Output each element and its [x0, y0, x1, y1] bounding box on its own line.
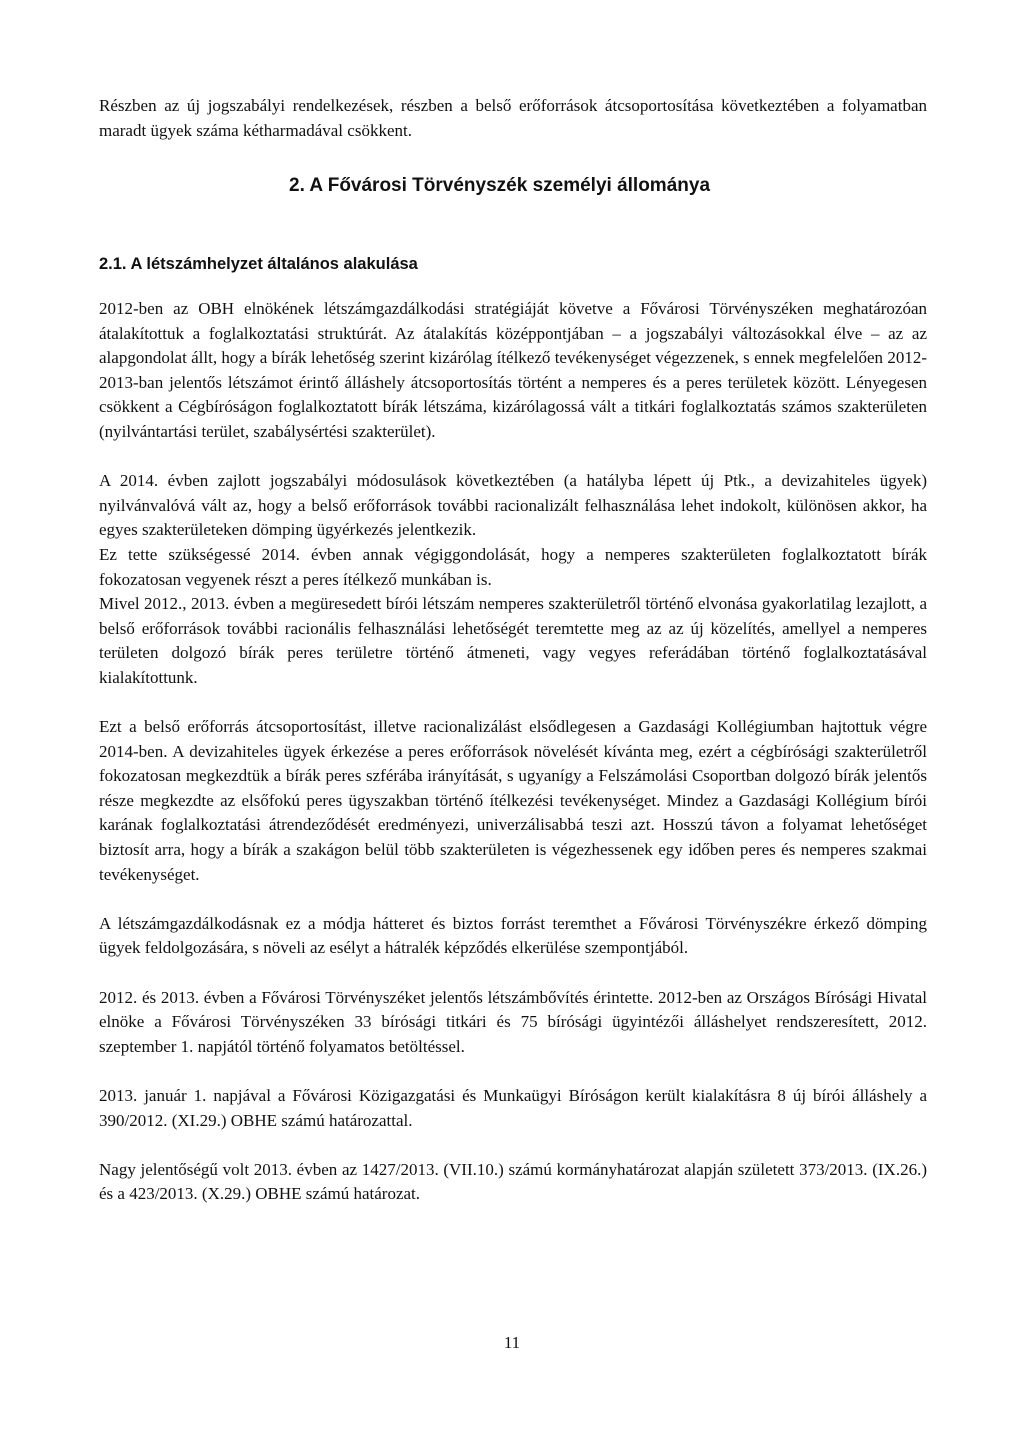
paragraph-4: Mivel 2012., 2013. évben a megüresedett bírói létszám nemperes szakterületről történő elvonása gyakorlatilag lezajlott, a belső erőforrások további racionális felhasználási lehetőségét teremtette meg az az új közelítés, amellyel a nemperes területen dolgozó bírák peres területre történő átmeneti, vagy vegyes referádában történő foglalkoztatásával kialakítottunk. [99, 594, 927, 687]
paragraph-9: Nagy jelentőségű volt 2013. évben az 1427/2013. (VII.10.) számú kormányhatározat alapján született 373/2013. (IX.26.) és a 423/2013. (X.29.) OBHE számú határozat. [99, 1159, 927, 1204]
paragraph-8: 2013. január 1. napjával a Fővárosi Közigazgatási és Munkaügyi Bíróságon került kialakításra 8 új bírói álláshely a 390/2012. (XI.29.) OBHE számú határozattal. [99, 1086, 927, 1130]
paragraph-2: A 2014. évben zajlott jogszabályi módosulások következtében (a hatályba lépett új Ptk., a devizahiteles ügyek) nyilvánvalóvá vált az, hogy a belső erőforrások további racionalizált felhasználása lehet indokolt, különösen akkor, ha egyes szakterületeken dömping ügyérkezés jelentkezik. [99, 471, 927, 540]
paragraph-7: 2012. és 2013. évben a Fővárosi Törvényszéket jelentős létszámbővítés érintette. 2012-ben az Országos Bírósági Hivatal elnöke a Fővárosi Törvényszéken 33 bírósági titkári és 75 bírósági ügyintézői álláshelyet rendszeresített, 2012. szeptember 1. napjától történő folyamatos betöltéssel. [99, 987, 927, 1056]
intro-paragraph: Részben az új jogszabályi rendelkezések, részben a belső erőforrások átcsoportosítása következtében a folyamatban maradt ügyek száma kétharmadával csökkent. [99, 96, 927, 140]
paragraph-3: Ez tette szükségessé 2014. évben annak végiggondolását, hogy a nemperes szakterületen foglalkoztatott bírák fokozatosan vegyenek részt a peres ítélkező munkában is. [99, 544, 927, 589]
paragraph-1: 2012-ben az OBH elnökének létszámgazdálkodási stratégiáját követve a Fővárosi Törvényszéken meghatározóan átalakítottuk a foglalkoztatási struktúrát. Az átalakítás középpontjában – a jogszabályi változásokkal élve – az az alapgondolat állt, hogy a bírák lehetőség szerint kizárólag ítélkező tevékenységet végezzenek, s ennek megfelelően 2012-2013-ban jelentős létszámot érintő álláshely átcsoportosítás történt a nemperes és a peres területek között. Lényegesen csökkent a Cégbíróságon foglalkoztatott bírák létszáma, kizárólagossá vált a titkári foglalkoztatás számos szakterületen (nyilvántartási terület, szabálysértési szakterület). [99, 299, 927, 441]
document-page [99, 94, 927, 1204]
paragraph-6: A létszámgazdálkodásnak ez a módja hátteret és biztos forrást teremthet a Fővárosi Törvényszékre érkező dömping ügyek feldolgozására, s növeli az esélyt a hátralék képződés elkerülése szempontjából. [99, 913, 927, 958]
body-text [99, 297, 927, 1207]
section-title: 2. A Fővárosi Törvényszék személyi állománya [289, 175, 711, 196]
page-number: 11 [503, 1333, 521, 1352]
subsection-title: 2.1. A létszámhelyzet általános alakulása [99, 255, 418, 273]
paragraph-5: Ezt a belső erőforrás átcsoportosítást, illetve racionalizálást elsődlegesen a Gazdasági Kollégiumban hajtottuk végre 2014-ben. A devizahiteles ügyek érkezése a peres erőforrások növelését kívánta meg, ezért a cégbírósági szakterületről fokozatosan megkezdtük a bírák peres szférába irányítását, s ugyanígy a Felszámolási Csoportban dolgozó bírák jelentős része megkezdte az elsőfokú peres ügyszakban történő ítélkezési tevékenységet. Mindez a Gazdasági Kollégium bírói karának foglalkoztatási átrendeződését eredményezi, univerzálisabbá teszi azt. Hosszú távon a folyamat lehetőséget biztosít arra, hogy a bírák a szakágon belül több szakterületen is végezhessenek egy időben peres és nemperes szakmai tevékenységet. [99, 717, 927, 884]
